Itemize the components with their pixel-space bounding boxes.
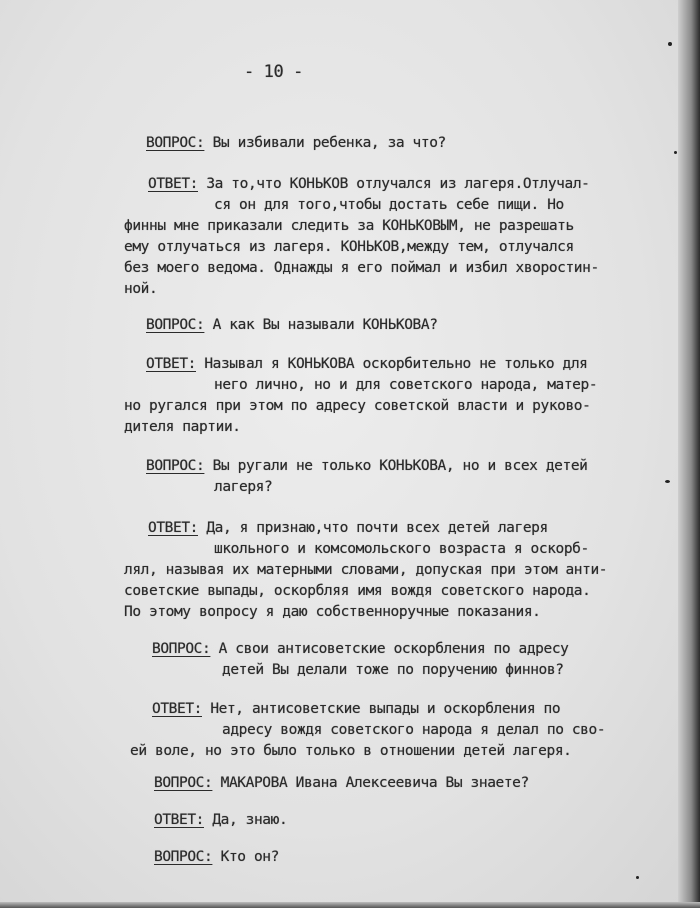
text-line: ОТВЕТ: Нет, антисоветские выпады и оскорбления по	[152, 701, 561, 717]
speaker-label: ОТВЕТ:	[152, 701, 202, 717]
text-line: ОТВЕТ: За то,что КОНЬКОВ отлучался из лагеря.Отлучал-	[148, 176, 590, 192]
ink-speck	[674, 151, 677, 154]
text-line: без моего ведома. Однажды я его поймал и избил хворостин-	[124, 260, 599, 276]
speaker-label: ВОПРОС:	[146, 317, 205, 333]
text-line: ОТВЕТ: Да, я признаю,что почти всех детей лагеря	[148, 520, 548, 536]
speaker-label: ВОПРОС:	[152, 641, 211, 657]
text-line: него лично, но и для советского народа, матер-	[214, 377, 598, 393]
text-line: школьного и комсомольского возраста я оскорб-	[214, 541, 589, 557]
ink-speck	[668, 42, 672, 46]
text-line: ся он для того,чтобы достать себе пищи. Но	[214, 197, 564, 213]
ink-speck	[636, 876, 639, 879]
page-edge-shadow	[678, 0, 700, 908]
text-line: детей Вы делали тоже по поручению финнов?	[222, 662, 564, 678]
text-line: ВОПРОС: Вы ругали не только КОНЬКОВА, но и всех детей	[146, 458, 588, 474]
text-line: но ругался при этом по адресу советской власти и руково-	[124, 398, 591, 414]
text-line: адресу вождя советского народа я делал по сво-	[222, 722, 606, 738]
text-line: ВОПРОС: МАКАРОВА Ивана Алексеевича Вы знаете?	[154, 775, 529, 791]
speaker-label: ВОПРОС:	[154, 775, 213, 791]
text-line: лял, называя их матерными словами, допуская при этом анти-	[124, 562, 608, 578]
text-line: ВОПРОС: А свои антисоветские оскорбления по адресу	[152, 641, 569, 657]
speaker-label: ОТВЕТ:	[148, 176, 198, 192]
speaker-label: ВОПРОС:	[154, 849, 213, 865]
speaker-label: ВОПРОС:	[146, 458, 205, 474]
speaker-label: ОТВЕТ:	[146, 356, 196, 372]
text-line: ной.	[124, 281, 158, 297]
text-line: финны мне приказали следить за КОНЬКОВЫМ, не разрешать	[124, 218, 574, 234]
text-line: ВОПРОС: Кто он?	[154, 849, 279, 865]
speaker-label: ОТВЕТ:	[148, 520, 198, 536]
ink-speck	[665, 480, 670, 483]
text-line: советские выпады, оскорбляя имя вождя советского народа.	[124, 583, 591, 599]
text-line: ему отлучаться из лагеря. КОНЬКОВ,между тем, отлучался	[124, 239, 574, 255]
text-line: По этому вопросу я даю собственноручные показания.	[124, 604, 541, 620]
speaker-label: ВОПРОС:	[146, 135, 205, 151]
speaker-label: ОТВЕТ:	[154, 812, 204, 828]
text-line: ей воле, но это было только в отношении детей лагеря.	[130, 743, 572, 759]
text-line: лагеря?	[214, 479, 273, 495]
page-number: - 10 -	[244, 62, 304, 82]
page-bottom-edge	[0, 902, 700, 908]
text-line: ОТВЕТ: Да, знаю.	[154, 812, 288, 828]
text-line: дителя партии.	[124, 419, 241, 435]
text-line: ОТВЕТ: Называл я КОНЬКОВА оскорбительно не только для	[146, 356, 588, 372]
text-line: ВОПРОС: Вы избивали ребенка, за что?	[146, 135, 446, 151]
text-line: ВОПРОС: А как Вы называли КОНЬКОВА?	[146, 317, 438, 333]
